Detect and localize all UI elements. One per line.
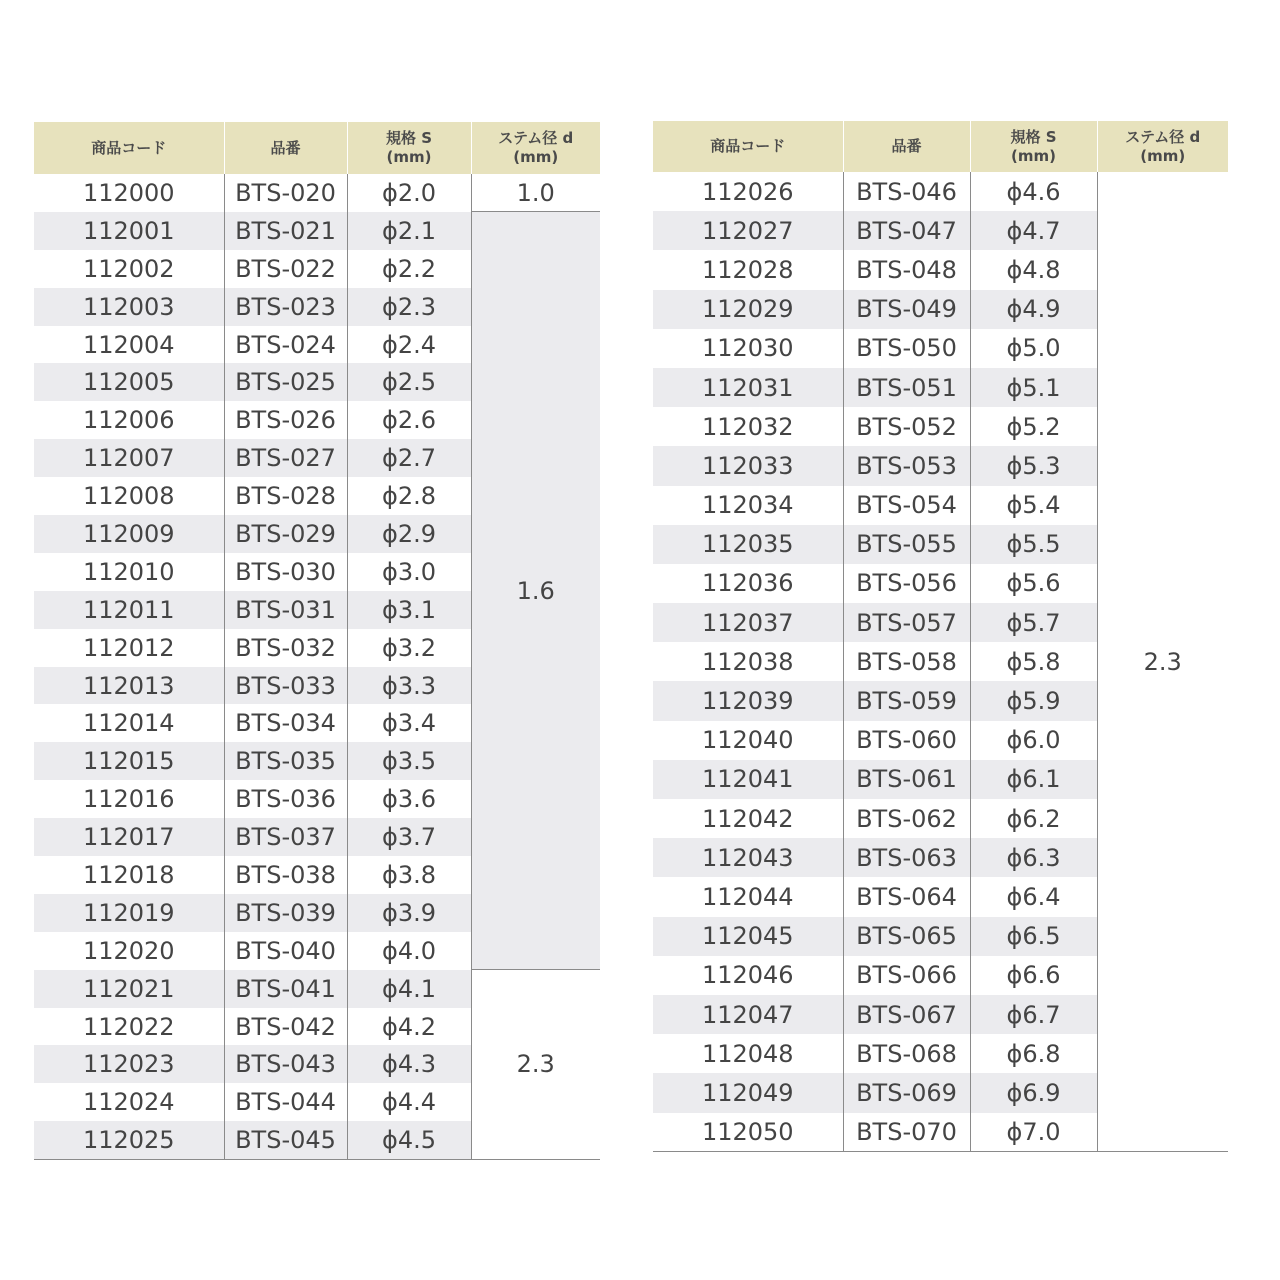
part-number-cell: BTS-025 [224, 363, 347, 401]
part-number-cell: BTS-045 [224, 1121, 347, 1159]
part-number-cell: BTS-038 [224, 856, 347, 894]
spec-size-cell: ϕ4.4 [347, 1083, 471, 1121]
part-number-cell: BTS-032 [224, 629, 347, 667]
part-number-cell: BTS-040 [224, 932, 347, 970]
part-number-cell: BTS-051 [843, 368, 970, 407]
spec-size-cell: ϕ6.1 [970, 760, 1097, 799]
part-number-cell: BTS-058 [843, 642, 970, 681]
spec-size-cell: ϕ4.8 [970, 250, 1097, 289]
spec-size-cell: ϕ2.0 [347, 174, 471, 212]
part-number-cell: BTS-064 [843, 877, 970, 916]
product-code-cell: 112012 [82, 633, 175, 662]
part-number-cell: BTS-036 [224, 780, 347, 818]
product-code-cell: 112008 [82, 482, 175, 511]
spec-table-right [653, 121, 1228, 1152]
spec-size-cell: ϕ4.0 [347, 932, 471, 970]
spec-size-cell: ϕ3.7 [347, 818, 471, 856]
stem-diameter-cell: 1.0 [471, 174, 600, 212]
product-code-cell: 112003 [34, 288, 224, 326]
spec-size-cell: ϕ4.1 [347, 970, 471, 1008]
spec-size-cell: ϕ5.3 [970, 446, 1097, 485]
product-code-cell: 112025 [34, 1121, 224, 1159]
product-code-cell: 112018 [82, 860, 175, 889]
part-number-cell: BTS-059 [843, 681, 970, 720]
spec-size-cell: ϕ3.0 [347, 553, 471, 591]
spec-size-cell: ϕ5.2 [970, 407, 1097, 446]
table-row [34, 970, 600, 1008]
spec-size-cell: ϕ4.6 [970, 172, 1097, 211]
product-code-cell: 112039 [653, 681, 843, 720]
spec-size-cell: ϕ4.5 [347, 1121, 471, 1159]
part-number-cell: BTS-044 [224, 1083, 347, 1121]
spec-size-cell: ϕ2.8 [347, 477, 471, 515]
header-product-code: 商品コード [653, 121, 843, 172]
part-number-cell: BTS-034 [224, 704, 347, 742]
product-code-cell: 112045 [653, 917, 843, 956]
spec-size-cell: ϕ6.4 [970, 877, 1097, 916]
part-number-cell: BTS-056 [843, 564, 970, 603]
product-code-cell: 112024 [82, 1088, 175, 1117]
spec-size-cell: ϕ5.7 [970, 603, 1097, 642]
part-number-cell: BTS-062 [843, 799, 970, 838]
product-code-cell: 112033 [653, 446, 843, 485]
product-code-cell: 112015 [34, 742, 224, 780]
part-number-cell: BTS-047 [843, 211, 970, 250]
part-number-cell: BTS-050 [843, 329, 970, 368]
part-number-cell: BTS-029 [224, 515, 347, 553]
spec-size-cell: ϕ2.2 [347, 250, 471, 288]
spec-size-cell: ϕ2.3 [347, 288, 471, 326]
product-code-cell: 112026 [701, 177, 794, 206]
spec-size-cell: ϕ4.7 [970, 211, 1097, 250]
header-spec-size: 規格 S (mm) [347, 122, 471, 174]
product-code-cell: 112036 [701, 569, 794, 598]
product-code-cell: 112010 [82, 557, 175, 586]
table-row [34, 212, 600, 250]
part-number-cell: BTS-033 [224, 667, 347, 705]
spec-size-cell: ϕ4.2 [347, 1008, 471, 1046]
product-code-cell: 112047 [653, 995, 843, 1034]
part-number-cell: BTS-063 [843, 838, 970, 877]
product-code-cell: 112048 [701, 1039, 794, 1068]
part-number-cell: BTS-069 [843, 1073, 970, 1112]
product-code-cell: 112030 [701, 334, 794, 363]
stem-diameter-cell: 1.6 [471, 212, 600, 970]
part-number-cell: BTS-043 [224, 1045, 347, 1083]
table-row [34, 174, 600, 212]
header-product-code: 商品コード [34, 122, 224, 174]
part-number-cell: BTS-030 [224, 553, 347, 591]
part-number-cell: BTS-024 [224, 326, 347, 364]
spec-size-cell: ϕ3.4 [347, 704, 471, 742]
product-code-cell: 112005 [34, 363, 224, 401]
part-number-cell: BTS-023 [224, 288, 347, 326]
product-code-cell: 112000 [82, 178, 175, 207]
spec-size-cell: ϕ6.7 [970, 995, 1097, 1034]
product-code-cell: 112006 [82, 406, 175, 435]
part-number-cell: BTS-022 [224, 250, 347, 288]
product-code-cell: 112049 [653, 1073, 843, 1112]
part-number-cell: BTS-041 [224, 970, 347, 1008]
part-number-cell: BTS-020 [224, 174, 347, 212]
part-number-cell: BTS-042 [224, 1008, 347, 1046]
header-part-number: 品番 [843, 121, 970, 172]
spec-size-cell: ϕ5.6 [970, 564, 1097, 603]
spec-size-cell: ϕ2.9 [347, 515, 471, 553]
part-number-cell: BTS-031 [224, 591, 347, 629]
spec-size-cell: ϕ2.6 [347, 401, 471, 439]
spec-size-cell: ϕ5.5 [970, 525, 1097, 564]
part-number-cell: BTS-055 [843, 525, 970, 564]
product-code-cell: 112046 [701, 961, 794, 990]
part-number-cell: BTS-068 [843, 1034, 970, 1073]
part-number-cell: BTS-054 [843, 486, 970, 525]
product-code-cell: 112013 [34, 667, 224, 705]
product-code-cell: 112050 [653, 1113, 843, 1152]
product-code-cell: 112040 [701, 726, 794, 755]
part-number-cell: BTS-065 [843, 917, 970, 956]
part-number-cell: BTS-048 [843, 250, 970, 289]
spec-size-cell: ϕ4.9 [970, 290, 1097, 329]
part-number-cell: BTS-057 [843, 603, 970, 642]
product-code-cell: 112014 [82, 709, 175, 738]
product-code-cell: 112034 [701, 491, 794, 520]
spec-size-cell: ϕ7.0 [970, 1113, 1097, 1152]
product-code-cell: 112043 [653, 838, 843, 877]
product-code-cell: 112032 [701, 412, 794, 441]
part-number-cell: BTS-067 [843, 995, 970, 1034]
part-number-cell: BTS-037 [224, 818, 347, 856]
part-number-cell: BTS-053 [843, 446, 970, 485]
product-code-cell: 112022 [82, 1012, 175, 1041]
product-code-cell: 112016 [82, 785, 175, 814]
part-number-cell: BTS-060 [843, 721, 970, 760]
part-number-cell: BTS-026 [224, 401, 347, 439]
header-spec-size: 規格 S (mm) [970, 121, 1097, 172]
product-code-cell: 112035 [653, 525, 843, 564]
spec-size-cell: ϕ5.1 [970, 368, 1097, 407]
header-part-number: 品番 [224, 122, 347, 174]
spec-size-cell: ϕ3.1 [347, 591, 471, 629]
stem-diameter-cell: 2.3 [471, 970, 600, 1159]
spec-size-cell: ϕ6.8 [970, 1034, 1097, 1073]
part-number-cell: BTS-070 [843, 1113, 970, 1152]
spec-size-cell: ϕ6.5 [970, 917, 1097, 956]
product-code-cell: 112020 [82, 936, 175, 965]
spec-size-cell: ϕ3.3 [347, 667, 471, 705]
product-code-cell: 112021 [34, 970, 224, 1008]
part-number-cell: BTS-035 [224, 742, 347, 780]
part-number-cell: BTS-028 [224, 477, 347, 515]
product-code-cell: 112011 [34, 591, 224, 629]
header-stem-diameter: ステム径 d (mm) [471, 122, 600, 174]
part-number-cell: BTS-039 [224, 894, 347, 932]
table-header-row [653, 121, 1228, 172]
part-number-cell: BTS-061 [843, 760, 970, 799]
spec-size-cell: ϕ5.9 [970, 681, 1097, 720]
spec-size-cell: ϕ6.2 [970, 799, 1097, 838]
spec-size-cell: ϕ5.8 [970, 642, 1097, 681]
spec-size-cell: ϕ5.0 [970, 329, 1097, 368]
product-code-cell: 112009 [34, 515, 224, 553]
stem-diameter-cell: 2.3 [1097, 172, 1228, 1152]
spec-size-cell: ϕ6.3 [970, 838, 1097, 877]
spec-size-cell: ϕ6.0 [970, 721, 1097, 760]
product-code-cell: 112004 [82, 330, 175, 359]
spec-size-cell: ϕ2.1 [347, 212, 471, 250]
part-number-cell: BTS-046 [843, 172, 970, 211]
spec-size-cell: ϕ3.6 [347, 780, 471, 818]
spec-size-cell: ϕ3.2 [347, 629, 471, 667]
spec-size-cell: ϕ4.3 [347, 1045, 471, 1083]
spec-size-cell: ϕ6.9 [970, 1073, 1097, 1112]
product-code-cell: 112002 [82, 254, 175, 283]
part-number-cell: BTS-027 [224, 439, 347, 477]
spec-size-cell: ϕ3.8 [347, 856, 471, 894]
header-stem-diameter: ステム径 d (mm) [1097, 121, 1228, 172]
product-code-cell: 112023 [34, 1045, 224, 1083]
spec-size-cell: ϕ2.7 [347, 439, 471, 477]
product-code-cell: 112042 [701, 804, 794, 833]
spec-size-cell: ϕ6.6 [970, 956, 1097, 995]
table-row [653, 172, 1228, 211]
product-code-cell: 112028 [701, 255, 794, 284]
table-header-row [34, 122, 600, 174]
product-code-cell: 112027 [653, 211, 843, 250]
spec-size-cell: ϕ3.5 [347, 742, 471, 780]
spec-table-left [34, 122, 600, 1160]
product-code-cell: 112031 [653, 368, 843, 407]
product-code-cell: 112001 [34, 212, 224, 250]
product-code-cell: 112044 [701, 882, 794, 911]
part-number-cell: BTS-049 [843, 290, 970, 329]
part-number-cell: BTS-066 [843, 956, 970, 995]
product-code-cell: 112019 [34, 894, 224, 932]
spec-size-cell: ϕ2.5 [347, 363, 471, 401]
product-code-cell: 112007 [34, 439, 224, 477]
product-code-cell: 112041 [653, 760, 843, 799]
product-code-cell: 112037 [653, 603, 843, 642]
spec-size-cell: ϕ5.4 [970, 486, 1097, 525]
part-number-cell: BTS-021 [224, 212, 347, 250]
product-code-cell: 112038 [701, 647, 794, 676]
spec-size-cell: ϕ3.9 [347, 894, 471, 932]
part-number-cell: BTS-052 [843, 407, 970, 446]
product-code-cell: 112029 [653, 290, 843, 329]
product-code-cell: 112017 [34, 818, 224, 856]
spec-size-cell: ϕ2.4 [347, 326, 471, 364]
